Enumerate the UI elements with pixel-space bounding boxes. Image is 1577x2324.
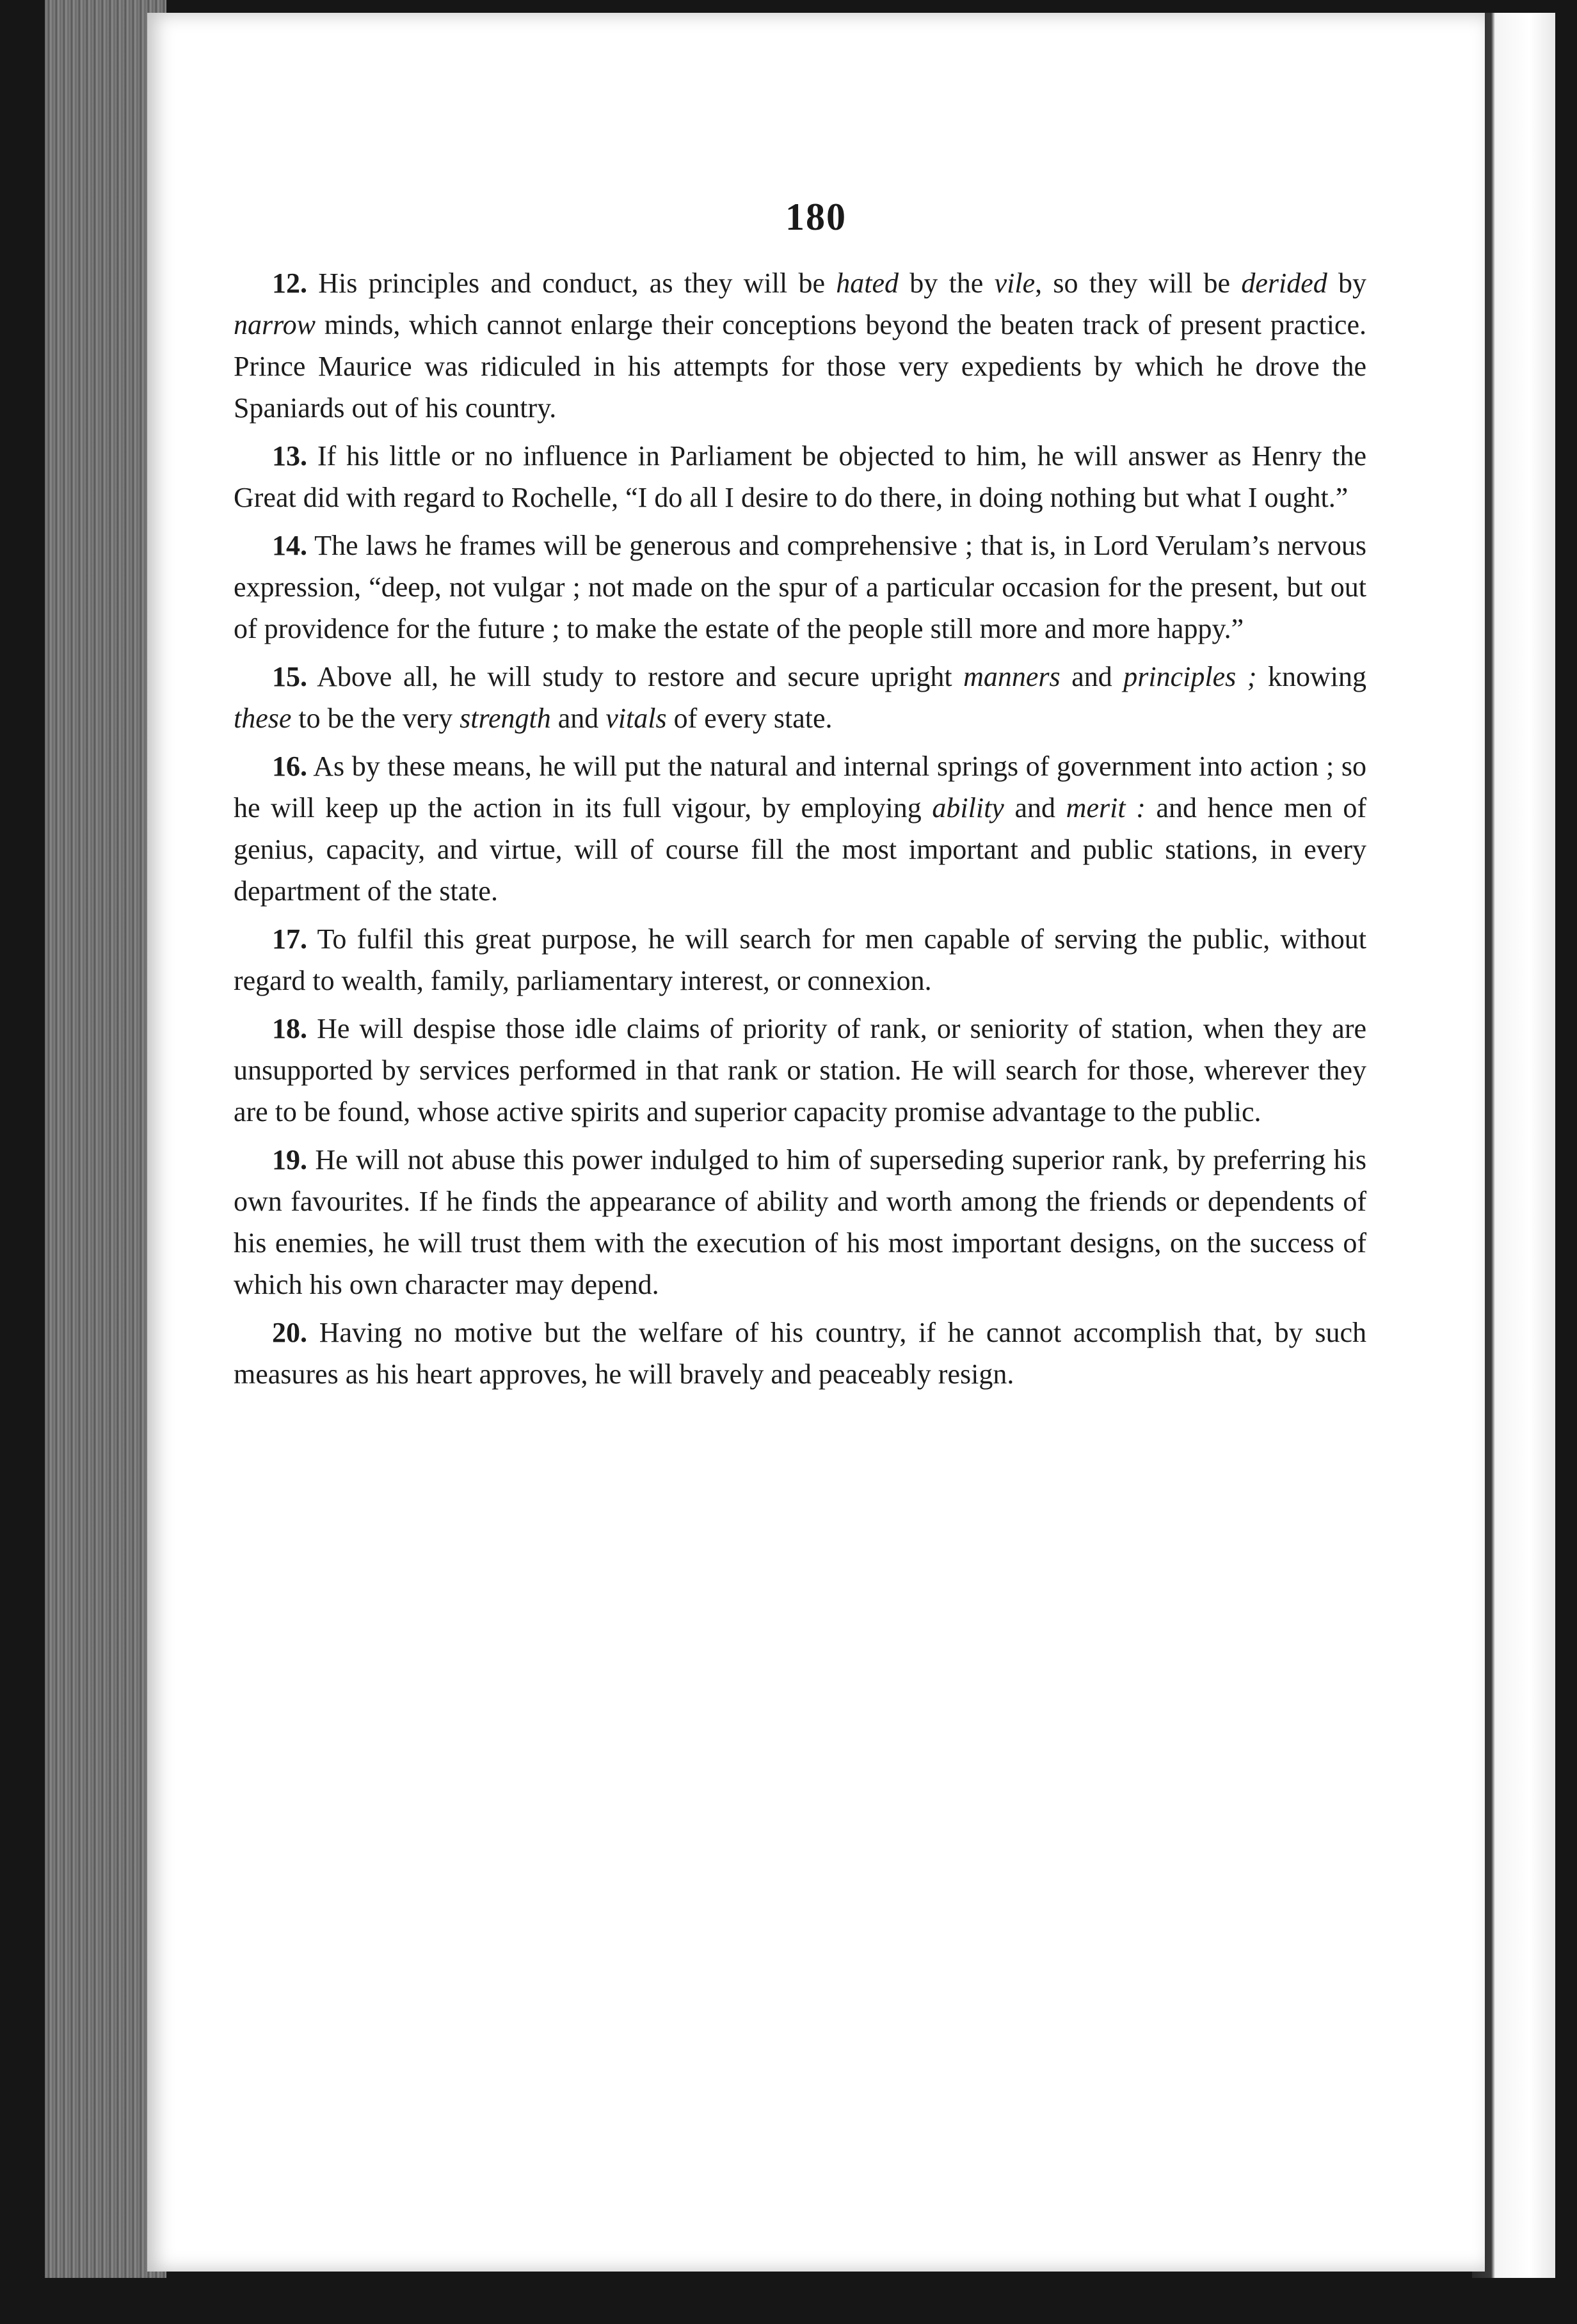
paragraph-text: to be the very (291, 703, 460, 734)
paragraph-text: minds, which cannot enlarge their conceptions beyond the beaten track of present practice. Prince Maurice was ridiculed in his attempts for those very expedients by which he drove the Spaniards out of his country. (234, 309, 1366, 424)
paragraph-14 (234, 525, 1366, 649)
paragraph-text: knowing (1256, 661, 1367, 692)
paragraph-number: 17. (272, 923, 307, 955)
paragraph-text: The laws he frames will be generous and comprehensive ; that is, in Lord Verulam’s nervous expression, “deep, not vulgar ; not made on the spur of a particular occasion for the present, but out of providence for the future ; to make the estate of the people still more and more happy.” (234, 530, 1366, 644)
emphasis-text: ability (932, 792, 1004, 824)
paragraph-text: Having no motive but the welfare of his country, if he cannot accomplish that, by such measures as his heart approves, he will bravely and peaceably resign. (234, 1317, 1366, 1390)
paragraph-19 (234, 1139, 1366, 1305)
emphasis-text: merit : (1066, 792, 1146, 824)
paragraph-number: 13. (272, 440, 307, 472)
paragraph-number: 16. (272, 751, 307, 782)
paragraph-number: 19. (272, 1144, 307, 1175)
emphasis-text: manners (963, 661, 1061, 692)
paragraph-text: If his little or no influence in Parliament be objected to him, he will answer as Henry the Great did with regard to Rochelle, “I do all I desire to do there, in doing nothing but what I ought.” (234, 440, 1366, 513)
paragraph-text: and (550, 703, 606, 734)
paragraph-20 (234, 1312, 1366, 1395)
paragraph-13 (234, 435, 1366, 518)
paragraph-text: His principles and conduct, as they will be (307, 267, 837, 299)
paragraph-number: 14. (272, 530, 307, 561)
emphasis-text: vile (994, 267, 1036, 299)
paragraph-text: , so they will be (1035, 267, 1242, 299)
paragraph-text: and hence men of genius, capacity, and virtue, will of course fill the most important and public stations, in every department of the state. (234, 792, 1367, 907)
paragraph-text: He will not abuse this power indulged to him of superseding superior rank, by preferring his own favourites. If he finds the appearance of ability and worth among the friends or dependents of his enemies, he will trust them with the execution of his most important designs, on the success of which his own character may depend. (234, 1144, 1366, 1300)
paragraph-15 (234, 656, 1366, 739)
paragraph-text: He will despise those idle claims of priority of rank, or seniority of station, when they are unsupported by services performed in that rank or station. He will search for those, wherever they are to be found, whose active spirits and superior capacity promise advantage to the public. (234, 1013, 1366, 1127)
paragraph-text: by the (899, 267, 995, 299)
paragraph-number: 15. (272, 661, 307, 692)
paragraph-text: As by these means, he will put the natural and internal springs of government into action ; so he will keep up the action in its full vigour, by employing (234, 751, 1366, 824)
emphasis-text: hated (836, 267, 899, 299)
emphasis-text: vitals (605, 703, 667, 734)
emphasis-text: these (234, 703, 292, 734)
page-number: 180 (785, 196, 847, 238)
paragraph-text: Above all, he will study to restore and secure upright (307, 661, 964, 692)
paragraph-17 (234, 918, 1366, 1001)
paragraph-18 (234, 1008, 1366, 1133)
emphasis-text: strength (460, 703, 551, 734)
paragraph-text: To fulfil this great purpose, he will search for men capable of serving the public, without regard to wealth, family, parliamentary interest, or connexion. (234, 923, 1366, 996)
paragraph-number: 18. (272, 1013, 307, 1044)
paragraph-number: 12. (272, 267, 307, 299)
paragraph-text: by (1327, 267, 1367, 299)
emphasis-text: principles ; (1123, 661, 1257, 692)
paragraph-text: and (1004, 792, 1066, 824)
paragraph-text: of every state. (666, 703, 833, 734)
emphasis-text: narrow (234, 309, 316, 340)
paragraph-number: 20. (272, 1317, 307, 1348)
page-text-body (234, 262, 1366, 1401)
paragraph-12 (234, 262, 1366, 429)
emphasis-text: derided (1241, 267, 1327, 299)
paragraph-text: and (1060, 661, 1124, 692)
paragraph-16 (234, 745, 1366, 912)
